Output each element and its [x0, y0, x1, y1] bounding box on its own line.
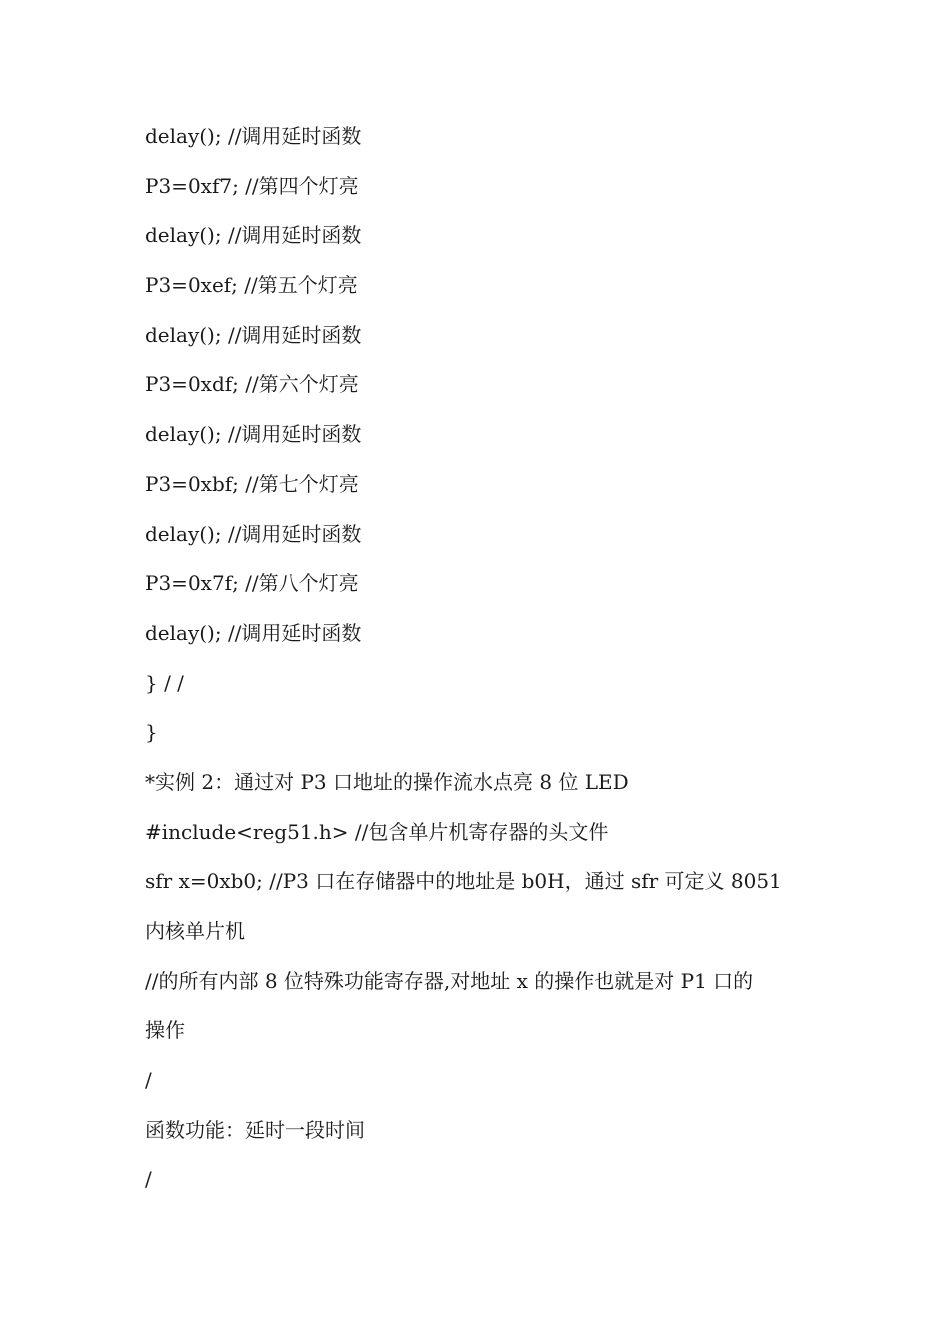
code-line: 操作	[145, 1018, 185, 1043]
code-line: delay(); //调用延时函数	[145, 422, 362, 447]
code-line: P3=0xf7; //第四个灯亮	[145, 173, 359, 198]
code-line: } / /	[145, 670, 184, 695]
code-line: P3=0xbf; //第七个灯亮	[145, 471, 359, 496]
code-line: delay(); //调用延时函数	[145, 620, 362, 645]
code-line: P3=0xef; //第五个灯亮	[145, 273, 358, 298]
code-line: #include<reg51.h> //包含单片机寄存器的头文件	[145, 819, 609, 844]
code-line: }	[145, 720, 158, 745]
code-line: P3=0x7f; //第八个灯亮	[145, 571, 359, 596]
code-line: P3=0xdf; //第六个灯亮	[145, 372, 359, 397]
code-line: sfr x=0xb0; //P3 口在存储器中的地址是 b0H，通过 sfr 可定义 8051	[145, 869, 782, 894]
section-heading: *实例 2：通过对 P3 口地址的操作流水点亮 8 位 LED	[145, 769, 629, 794]
code-line: delay(); //调用延时函数	[145, 322, 362, 347]
code-line: delay(); //调用延时函数	[145, 124, 362, 148]
code-line: //的所有内部 8 位特殊功能寄存器,对地址 x 的操作也就是对 P1 口的	[145, 968, 754, 993]
code-line: /	[145, 1068, 152, 1093]
code-line: 函数功能：延时一段时间	[145, 1117, 365, 1142]
code-listing	[145, 112, 815, 1205]
code-line: /	[145, 1167, 152, 1192]
code-line: delay(); //调用延时函数	[145, 521, 362, 546]
code-line: delay(); //调用延时函数	[145, 223, 362, 248]
code-line: 内核单片机	[145, 919, 245, 943]
